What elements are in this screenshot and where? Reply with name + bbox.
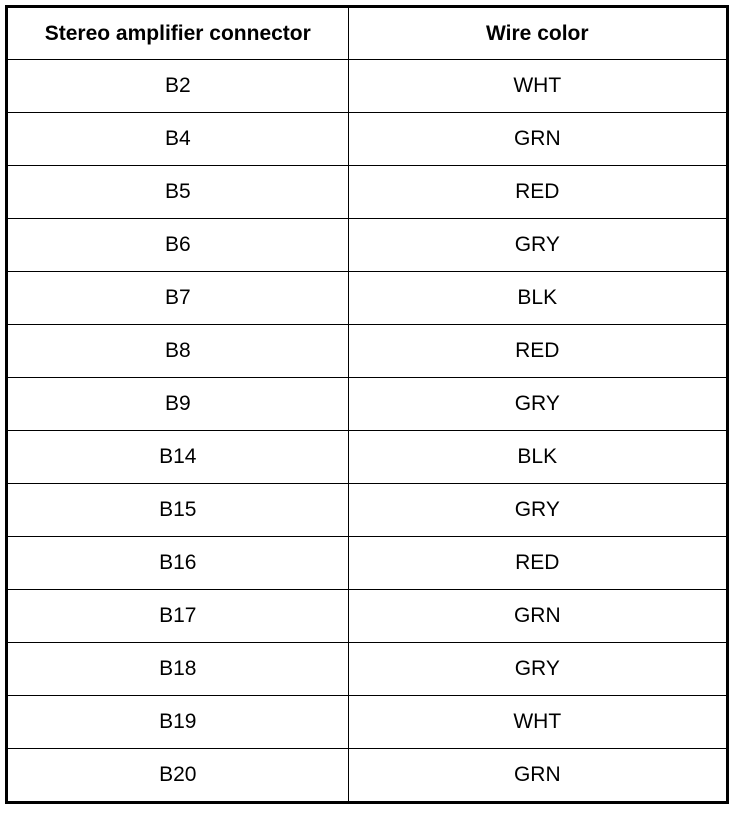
wire-color-cell: BLK [348,272,727,325]
connector-cell: B9 [7,378,349,431]
wire-color-cell: GRN [348,113,727,166]
table-row [7,166,728,219]
wire-color-cell: WHT [348,60,727,113]
connector-cell: B14 [7,431,349,484]
wire-color-cell: GRN [348,749,727,803]
wire-color-cell: BLK [348,431,727,484]
table-row [7,431,728,484]
connector-cell: B5 [7,166,349,219]
table-row [7,749,728,803]
connector-cell: B18 [7,643,349,696]
table-row [7,219,728,272]
wire-color-cell: GRY [348,484,727,537]
table-row [7,484,728,537]
connector-cell: B16 [7,537,349,590]
connector-cell: B2 [7,60,349,113]
connector-cell: B20 [7,749,349,803]
wire-color-cell: RED [348,166,727,219]
header-connector: Stereo amplifier connector [7,7,349,60]
wire-color-table [5,5,729,804]
wire-color-cell: GRY [348,643,727,696]
wire-color-cell: GRN [348,590,727,643]
table-row [7,60,728,113]
wire-table-container [5,5,729,804]
connector-cell: B15 [7,484,349,537]
connector-cell: B19 [7,696,349,749]
table-row [7,590,728,643]
connector-cell: B4 [7,113,349,166]
table-row [7,643,728,696]
connector-cell: B6 [7,219,349,272]
connector-cell: B8 [7,325,349,378]
table-row [7,113,728,166]
wire-color-cell: GRY [348,378,727,431]
connector-cell: B7 [7,272,349,325]
wire-color-cell: RED [348,325,727,378]
table-header-row [7,7,728,60]
wire-color-cell: RED [348,537,727,590]
table-row [7,325,728,378]
table-row [7,537,728,590]
table-row [7,378,728,431]
table-row [7,696,728,749]
table-row [7,272,728,325]
connector-cell: B17 [7,590,349,643]
wire-color-cell: GRY [348,219,727,272]
table-body [7,60,728,803]
wire-color-cell: WHT [348,696,727,749]
header-wire-color: Wire color [348,7,727,60]
